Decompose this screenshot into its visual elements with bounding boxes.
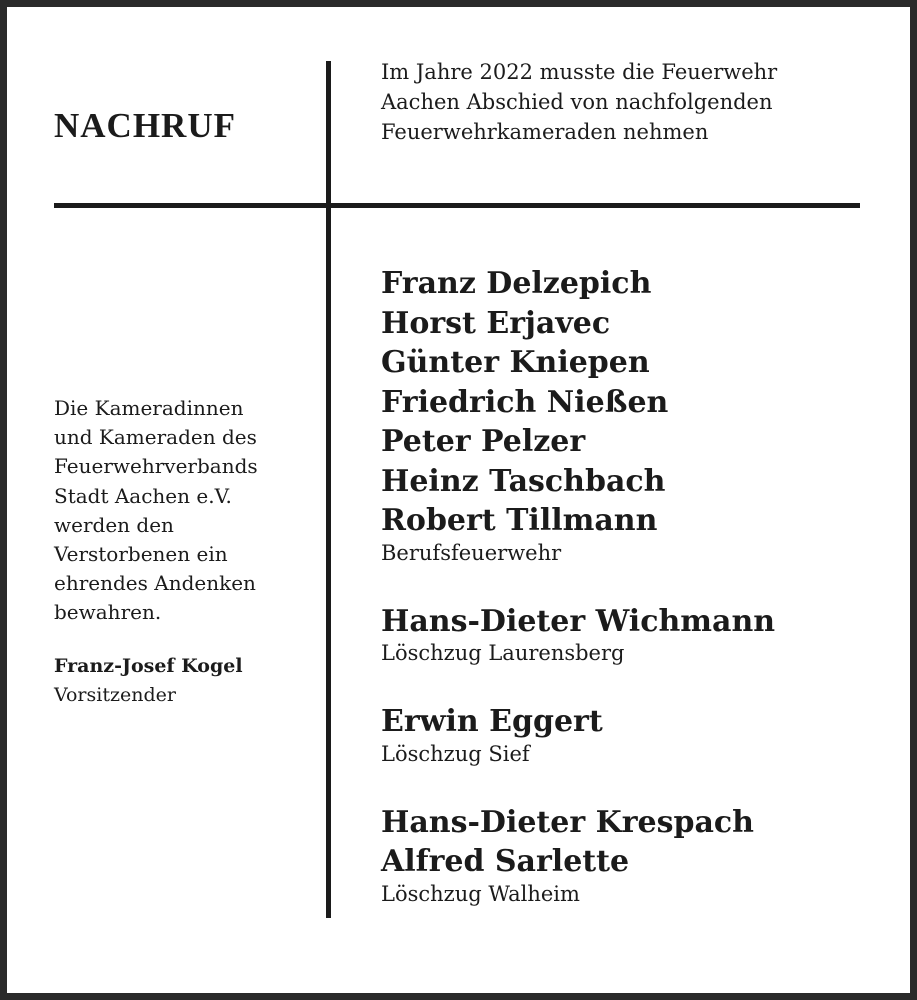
condolence-line: Stadt Aachen e.V. [54, 483, 232, 508]
unit-group [381, 803, 901, 909]
condolence-line: Die Kameradinnen [54, 396, 244, 420]
condolence-line: werden den [54, 512, 174, 537]
condolence-line: ehrendes Andenken [54, 571, 256, 596]
unit-label: Löschzug Walheim [381, 881, 580, 906]
condolence-line: Verstorbenen ein [54, 542, 228, 567]
condolence-block [54, 394, 324, 710]
deceased-name: Günter Kniepen [381, 345, 650, 380]
deceased-name: Heinz Taschbach [381, 463, 666, 499]
unit-group [381, 264, 901, 568]
cross-horizontal-line [54, 203, 860, 208]
signer-name: Franz-Josef Kogel [54, 654, 243, 677]
deceased-name: Hans-Dieter Wichmann [381, 603, 776, 639]
deceased-list [381, 264, 901, 909]
deceased-name: Friedrich Nießen [381, 384, 669, 420]
deceased-name: Hans-Dieter Krespach [381, 804, 754, 840]
page-title: NACHRUF [54, 106, 236, 145]
deceased-name: Alfred Sarlette [381, 844, 630, 879]
unit-label: Löschzug Sief [381, 741, 530, 766]
cross-vertical-line [326, 61, 331, 918]
unit-label: Berufsfeuerwehr [381, 540, 562, 565]
signer-role: Vorsitzender [54, 683, 176, 706]
unit-label: Löschzug Laurensberg [381, 641, 625, 665]
deceased-name: Robert Tillmann [381, 503, 658, 538]
deceased-name: Franz Delzepich [381, 266, 652, 301]
condolence-line: und Kameraden des [54, 425, 257, 450]
unit-group [381, 702, 901, 769]
condolence-line: bewahren. [54, 600, 162, 625]
condolence-line: Feuerwehrverbands [54, 454, 258, 479]
deceased-name: Peter Pelzer [381, 424, 586, 459]
deceased-name: Erwin Eggert [381, 704, 603, 739]
deceased-name: Horst Erjavec [381, 305, 611, 341]
unit-group [381, 602, 901, 669]
intro-text: Im Jahre 2022 musste die Feuerwehr Aachen Abschied von nachfolgenden Feuerwehrkameraden nehmen [381, 60, 778, 144]
